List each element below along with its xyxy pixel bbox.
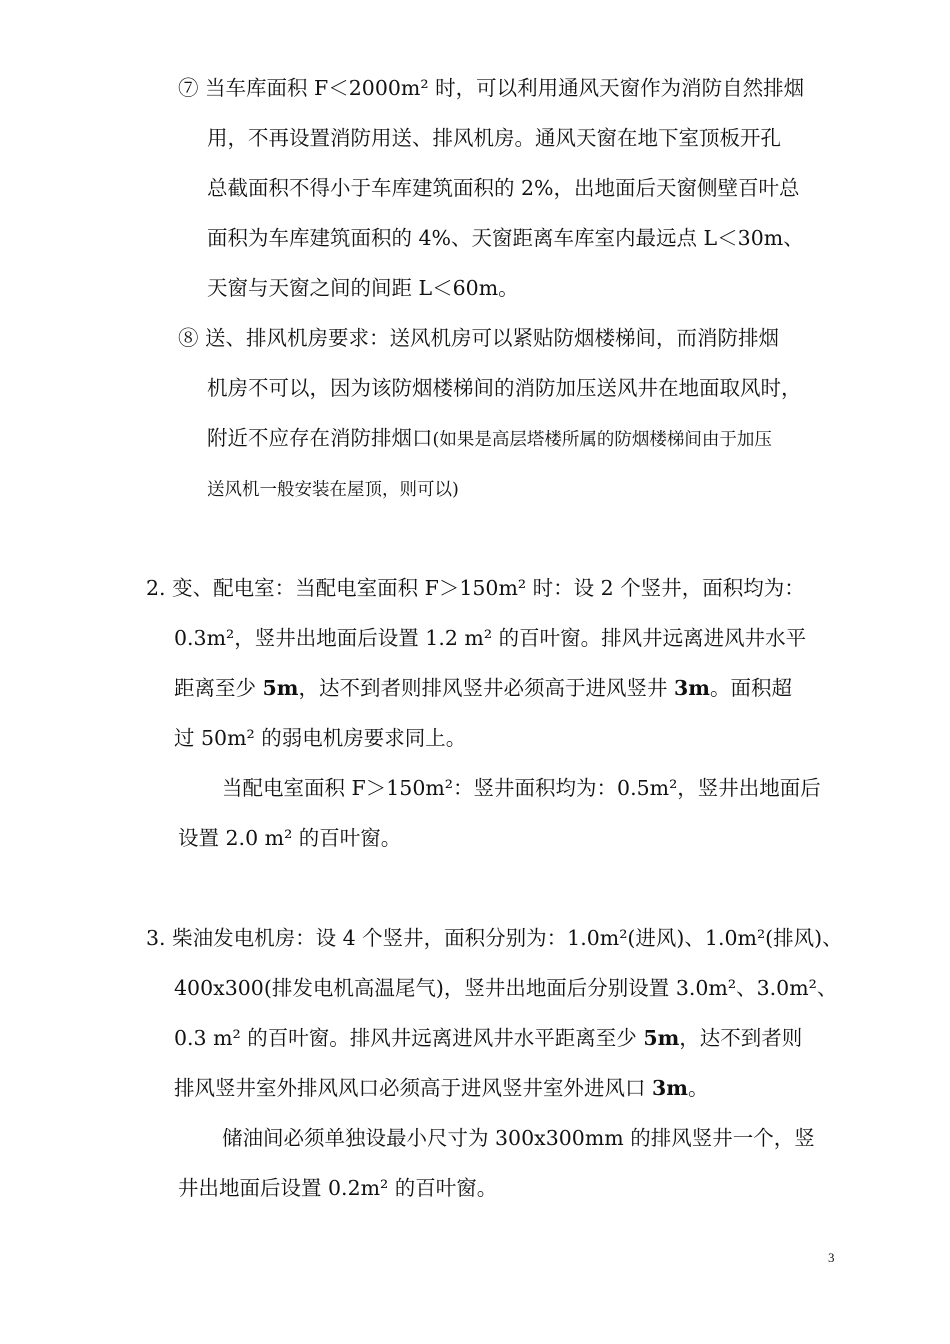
section3-line-2: 400x300(排发电机高温尾气)，竖井出地面后分别设置 3.0m²、3.0m²、 bbox=[174, 976, 838, 1000]
page-number: 3 bbox=[828, 1250, 835, 1265]
section3-line-6: 井出地面后设置 0.2m² 的百叶窗。 bbox=[178, 1176, 498, 1200]
section3-line-3-b: ，达不到者则 bbox=[679, 1026, 803, 1050]
section2-bold-5m: 5m bbox=[262, 676, 299, 700]
section2-line-3 bbox=[174, 674, 792, 702]
section2-line-2: 0.3m²，竖井出地面后设置 1.2 m² 的百叶窗。排风井远离进风井水平 bbox=[174, 626, 807, 650]
item8-line-3 bbox=[207, 424, 772, 454]
section2-line-3-c: 。面积超 bbox=[709, 676, 792, 700]
item7-line-3: 总截面积不得小于车库建筑面积的 2%，出地面后天窗侧壁百叶总 bbox=[207, 176, 800, 200]
section3-bold-5m: 5m bbox=[643, 1026, 680, 1050]
item7-line-4: 面积为车库建筑面积的 4%、天窗距离车库室内最远点 L＜30m、 bbox=[207, 226, 804, 250]
section2-line-4: 过 50m² 的弱电机房要求同上。 bbox=[174, 726, 467, 750]
item7-line-2: 用，不再设置消防用送、排风机房。通风天窗在地下室顶板开孔 bbox=[207, 126, 781, 150]
section3-line-5: 储油间必须单独设最小尺寸为 300x300mm 的排风竖井一个，竖 bbox=[222, 1126, 815, 1150]
section3-line-3-a: 0.3 m² 的百叶窗。排风井远离进风井水平距离至少 bbox=[174, 1026, 644, 1050]
section3-line-4-b: 。 bbox=[687, 1076, 709, 1100]
section2-line-5: 当配电室面积 F＞150m²：竖井面积均为：0.5m²，竖井出地面后 bbox=[222, 776, 821, 800]
item7-line-5: 天窗与天窗之间的间距 L＜60m。 bbox=[207, 276, 519, 300]
item8-line-1: ⑧ 送、排风机房要求：送风机房可以紧贴防烟楼梯间，而消防排烟 bbox=[178, 326, 780, 350]
item8-line-2: 机房不可以，因为该防烟楼梯间的消防加压送风井在地面取风时， bbox=[207, 376, 802, 400]
section2-line-3-a: 距离至少 bbox=[174, 676, 263, 700]
section2-line-3-b: ，达不到者则排风竖井必须高于进风竖井 bbox=[298, 676, 675, 700]
section3-line-4 bbox=[174, 1074, 708, 1102]
section3-line-3 bbox=[174, 1024, 802, 1052]
item8-line-3-note: (如果是高层塔楼所属的防烟楼梯间由于加压 bbox=[432, 430, 772, 450]
section2-line-6: 设置 2.0 m² 的百叶窗。 bbox=[178, 826, 402, 850]
section3-line-1: 3. 柴油发电机房：设 4 个竖井，面积分别为：1.0m²(进风)、1.0m²(排风)、 bbox=[146, 926, 843, 950]
item8-line-3-main: 附近不应存在消防排烟口 bbox=[207, 426, 433, 450]
section2-line-1: 2. 变、配电室：当配电室面积 F＞150m² 时：设 2 个竖井，面积均为： bbox=[146, 576, 805, 600]
section3-line-4-a: 排风竖井室外排风风口必须高于进风竖井室外进风口 bbox=[174, 1076, 653, 1100]
section2-bold-3m: 3m bbox=[674, 676, 710, 700]
section3-bold-3m: 3m bbox=[652, 1076, 688, 1100]
item8-line-4: 送风机一般安装在屋顶，则可以) bbox=[207, 480, 459, 500]
item7-line-1: ⑦ 当车库面积 F＜2000m² 时，可以利用通风天窗作为消防自然排烟 bbox=[178, 76, 805, 100]
